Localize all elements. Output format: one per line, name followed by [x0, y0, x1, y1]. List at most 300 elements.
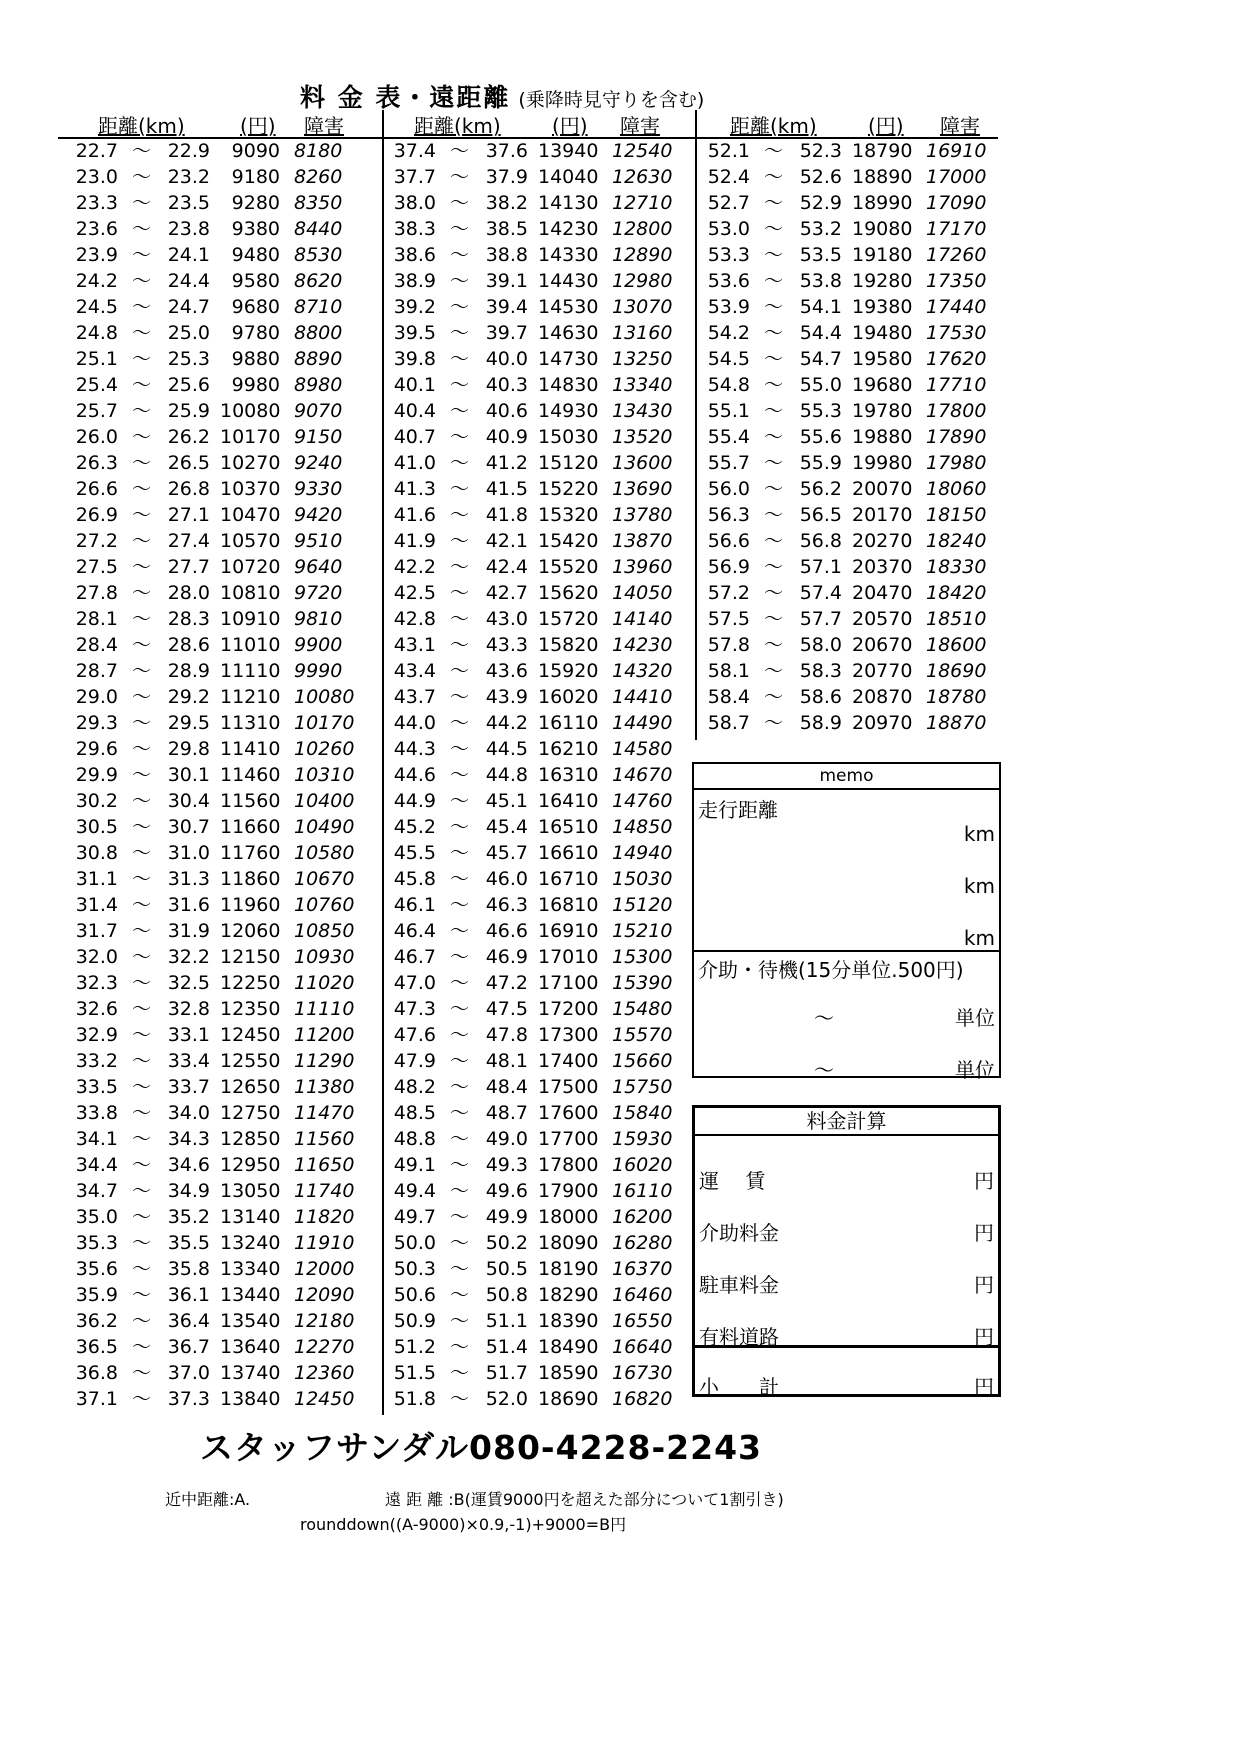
fare-value: 15520 — [538, 556, 599, 578]
tilde: 〜 — [764, 634, 784, 656]
distance-to: 41.2 — [485, 452, 528, 474]
fare-value: 16020 — [538, 686, 599, 708]
fare-row — [378, 528, 678, 554]
tilde: 〜 — [132, 452, 152, 474]
distance-to: 28.3 — [167, 608, 210, 630]
fare-row — [692, 580, 992, 606]
fare-row — [692, 658, 992, 684]
distance-from: 28.4 — [75, 634, 118, 656]
tilde: 〜 — [450, 842, 470, 864]
fare-value: 9180 — [231, 166, 280, 188]
fare-value: 12060 — [220, 920, 281, 942]
disabled-fare-value: 13430 — [612, 400, 673, 422]
fare-row — [378, 242, 678, 268]
fare-row — [60, 762, 360, 788]
distance-to: 29.8 — [167, 738, 210, 760]
fare-row — [378, 1048, 678, 1074]
distance-from: 49.7 — [393, 1206, 436, 1228]
note-near: 近中距離:A. — [165, 1490, 251, 1509]
distance-from: 30.8 — [75, 842, 118, 864]
fare-value: 18000 — [538, 1206, 599, 1228]
disabled-fare-value: 18870 — [926, 712, 987, 734]
disabled-fare-value: 10760 — [294, 894, 355, 916]
fare-value: 15920 — [538, 660, 599, 682]
disabled-fare-value: 14320 — [612, 660, 673, 682]
distance-from: 31.7 — [75, 920, 118, 942]
distance-from: 34.7 — [75, 1180, 118, 1202]
tilde: 〜 — [450, 296, 470, 318]
disabled-fare-value: 16200 — [612, 1206, 673, 1228]
disabled-fare-value: 9900 — [294, 634, 343, 656]
disabled-fare-value: 17260 — [926, 244, 987, 266]
calc-yen-unit: 円 — [974, 1325, 994, 1349]
disabled-fare-value: 12710 — [612, 192, 673, 214]
distance-from: 24.8 — [75, 322, 118, 344]
fare-row — [378, 918, 678, 944]
fare-row — [692, 528, 992, 554]
distance-to: 41.8 — [485, 504, 528, 526]
distance-from: 48.5 — [393, 1102, 436, 1124]
distance-to: 25.0 — [167, 322, 210, 344]
disabled-fare-value: 17440 — [926, 296, 987, 318]
memo-tilde: 〜 — [814, 1058, 834, 1082]
tilde: 〜 — [450, 1310, 470, 1332]
disabled-fare-value: 14140 — [612, 608, 673, 630]
fare-row — [378, 710, 678, 736]
disabled-fare-value: 9510 — [294, 530, 343, 552]
tilde: 〜 — [450, 894, 470, 916]
distance-to: 54.7 — [799, 348, 842, 370]
distance-from: 34.4 — [75, 1154, 118, 1176]
fare-value: 10270 — [220, 452, 281, 474]
tilde: 〜 — [450, 1102, 470, 1124]
distance-from: 31.4 — [75, 894, 118, 916]
distance-to: 56.2 — [799, 478, 842, 500]
distance-from: 57.5 — [707, 608, 750, 630]
distance-from: 53.0 — [707, 218, 750, 240]
distance-from: 58.4 — [707, 686, 750, 708]
tilde: 〜 — [764, 140, 784, 162]
fare-value: 11960 — [220, 894, 281, 916]
disabled-fare-value: 12540 — [612, 140, 673, 162]
distance-to: 48.7 — [485, 1102, 528, 1124]
distance-from: 45.5 — [393, 842, 436, 864]
fare-row — [378, 632, 678, 658]
disabled-fare-value: 12360 — [294, 1362, 355, 1384]
fare-value: 12950 — [220, 1154, 281, 1176]
disabled-fare-value: 14230 — [612, 634, 673, 656]
tilde: 〜 — [450, 1050, 470, 1072]
tilde: 〜 — [132, 634, 152, 656]
tilde: 〜 — [450, 946, 470, 968]
fare-value: 20370 — [852, 556, 913, 578]
distance-to: 52.0 — [485, 1388, 528, 1410]
disabled-fare-value: 10670 — [294, 868, 355, 890]
fare-row — [692, 424, 992, 450]
distance-to: 46.6 — [485, 920, 528, 942]
tilde: 〜 — [132, 270, 152, 292]
fare-value: 9580 — [231, 270, 280, 292]
distance-from: 52.1 — [707, 140, 750, 162]
disabled-fare-value: 16640 — [612, 1336, 673, 1358]
distance-from: 30.2 — [75, 790, 118, 812]
distance-to: 53.2 — [799, 218, 842, 240]
tilde: 〜 — [450, 764, 470, 786]
fare-row — [692, 502, 992, 528]
fare-row — [60, 658, 360, 684]
fare-value: 11460 — [220, 764, 281, 786]
disabled-fare-value: 12450 — [294, 1388, 355, 1410]
tilde: 〜 — [450, 478, 470, 500]
distance-to: 53.5 — [799, 244, 842, 266]
distance-from: 47.3 — [393, 998, 436, 1020]
distance-to: 49.3 — [485, 1154, 528, 1176]
fare-value: 20770 — [852, 660, 913, 682]
tilde: 〜 — [132, 868, 152, 890]
distance-to: 38.8 — [485, 244, 528, 266]
disabled-fare-value: 15660 — [612, 1050, 673, 1072]
fare-row — [378, 1074, 678, 1100]
title-main: 料 金 表・遠距離 — [300, 83, 511, 112]
tilde: 〜 — [450, 530, 470, 552]
distance-from: 52.4 — [707, 166, 750, 188]
disabled-fare-value: 11200 — [294, 1024, 355, 1046]
tilde: 〜 — [764, 582, 784, 604]
tilde: 〜 — [132, 1102, 152, 1124]
disabled-fare-value: 9720 — [294, 582, 343, 604]
tilde: 〜 — [132, 530, 152, 552]
disabled-fare-value: 15300 — [612, 946, 673, 968]
fare-value: 11760 — [220, 842, 281, 864]
tilde: 〜 — [764, 504, 784, 526]
distance-to: 40.9 — [485, 426, 528, 448]
disabled-fare-value: 14670 — [612, 764, 673, 786]
fare-value: 15030 — [538, 426, 599, 448]
distance-to: 46.9 — [485, 946, 528, 968]
fare-value: 12450 — [220, 1024, 281, 1046]
distance-to: 43.9 — [485, 686, 528, 708]
disabled-fare-value: 11290 — [294, 1050, 355, 1072]
disabled-fare-value: 10260 — [294, 738, 355, 760]
fare-value: 10370 — [220, 478, 281, 500]
distance-to: 57.7 — [799, 608, 842, 630]
tilde: 〜 — [132, 894, 152, 916]
fare-row — [692, 372, 992, 398]
distance-to: 40.0 — [485, 348, 528, 370]
distance-from: 35.0 — [75, 1206, 118, 1228]
tilde: 〜 — [450, 868, 470, 890]
distance-from: 29.9 — [75, 764, 118, 786]
disabled-fare-value: 17980 — [926, 452, 987, 474]
fare-row — [378, 1282, 678, 1308]
tilde: 〜 — [450, 1362, 470, 1384]
disabled-fare-value: 14490 — [612, 712, 673, 734]
tilde: 〜 — [132, 972, 152, 994]
tilde: 〜 — [764, 244, 784, 266]
fare-value: 13240 — [220, 1232, 281, 1254]
distance-from: 25.4 — [75, 374, 118, 396]
fare-row — [60, 788, 360, 814]
tilde: 〜 — [132, 920, 152, 942]
distance-from: 51.5 — [393, 1362, 436, 1384]
fare-value: 20570 — [852, 608, 913, 630]
header-fare: (円) — [868, 114, 904, 138]
distance-from: 50.3 — [393, 1258, 436, 1280]
header-disabled: 障害 — [620, 114, 660, 138]
distance-to: 49.9 — [485, 1206, 528, 1228]
distance-from: 32.9 — [75, 1024, 118, 1046]
disabled-fare-value: 13160 — [612, 322, 673, 344]
disabled-fare-value: 17170 — [926, 218, 987, 240]
calc-yen-unit: 円 — [974, 1221, 994, 1245]
fare-row — [378, 320, 678, 346]
disabled-fare-value: 11470 — [294, 1102, 355, 1124]
fare-row — [60, 320, 360, 346]
tilde: 〜 — [132, 556, 152, 578]
distance-to: 43.0 — [485, 608, 528, 630]
disabled-fare-value: 13780 — [612, 504, 673, 526]
distance-to: 24.7 — [167, 296, 210, 318]
distance-from: 57.8 — [707, 634, 750, 656]
distance-from: 55.7 — [707, 452, 750, 474]
disabled-fare-value: 12000 — [294, 1258, 355, 1280]
distance-from: 41.9 — [393, 530, 436, 552]
fare-row — [692, 554, 992, 580]
fare-value: 11310 — [220, 712, 281, 734]
memo-km-unit: km — [963, 926, 995, 950]
fare-value: 19880 — [852, 426, 913, 448]
disabled-fare-value: 13070 — [612, 296, 673, 318]
fare-row — [60, 606, 360, 632]
page-title — [300, 78, 704, 114]
tilde: 〜 — [132, 1388, 152, 1410]
disabled-fare-value: 15120 — [612, 894, 673, 916]
distance-to: 32.2 — [167, 946, 210, 968]
tilde: 〜 — [132, 660, 152, 682]
distance-from: 26.0 — [75, 426, 118, 448]
disabled-fare-value: 14580 — [612, 738, 673, 760]
header-distance: 距離(km) — [730, 114, 817, 138]
distance-to: 39.7 — [485, 322, 528, 344]
distance-to: 45.7 — [485, 842, 528, 864]
fare-value: 20970 — [852, 712, 913, 734]
disabled-fare-value: 8180 — [294, 140, 343, 162]
fare-value: 13740 — [220, 1362, 281, 1384]
disabled-fare-value: 17800 — [926, 400, 987, 422]
fare-value: 10170 — [220, 426, 281, 448]
distance-from: 49.4 — [393, 1180, 436, 1202]
fare-value: 12150 — [220, 946, 281, 968]
fare-row — [378, 294, 678, 320]
distance-to: 55.3 — [799, 400, 842, 422]
tilde: 〜 — [132, 244, 152, 266]
disabled-fare-value: 10310 — [294, 764, 355, 786]
fare-row — [60, 1230, 360, 1256]
header-fare: (円) — [552, 114, 588, 138]
distance-to: 45.4 — [485, 816, 528, 838]
fare-value: 19380 — [852, 296, 913, 318]
distance-to: 41.5 — [485, 478, 528, 500]
fare-value: 12750 — [220, 1102, 281, 1124]
distance-from: 40.7 — [393, 426, 436, 448]
distance-from: 51.2 — [393, 1336, 436, 1358]
fare-value: 14530 — [538, 296, 599, 318]
fare-row — [60, 866, 360, 892]
tilde: 〜 — [450, 322, 470, 344]
distance-from: 23.6 — [75, 218, 118, 240]
tilde: 〜 — [450, 348, 470, 370]
tilde: 〜 — [450, 582, 470, 604]
calc-toll-label: 有料道路 — [699, 1325, 779, 1349]
distance-to: 26.5 — [167, 452, 210, 474]
disabled-fare-value: 9420 — [294, 504, 343, 526]
distance-from: 35.9 — [75, 1284, 118, 1306]
fare-value: 10720 — [220, 556, 281, 578]
fare-value: 9780 — [231, 322, 280, 344]
disabled-fare-value: 9070 — [294, 400, 343, 422]
fare-row — [60, 996, 360, 1022]
fare-row — [60, 528, 360, 554]
memo-km-unit: km — [963, 822, 995, 846]
fare-row — [692, 216, 992, 242]
fare-value: 11010 — [220, 634, 281, 656]
distance-from: 35.3 — [75, 1232, 118, 1254]
calc-parking-label: 駐車料金 — [699, 1273, 779, 1297]
tilde: 〜 — [132, 608, 152, 630]
fare-row — [378, 450, 678, 476]
distance-to: 23.5 — [167, 192, 210, 214]
fare-row — [60, 346, 360, 372]
tilde: 〜 — [132, 1206, 152, 1228]
fare-row — [378, 658, 678, 684]
tilde: 〜 — [450, 1024, 470, 1046]
fare-row — [692, 710, 992, 736]
fare-value: 19180 — [852, 244, 913, 266]
distance-to: 45.1 — [485, 790, 528, 812]
disabled-fare-value: 15570 — [612, 1024, 673, 1046]
fare-row — [378, 138, 678, 164]
disabled-fare-value: 8980 — [294, 374, 343, 396]
fare-value: 18490 — [538, 1336, 599, 1358]
distance-to: 58.3 — [799, 660, 842, 682]
distance-to: 25.9 — [167, 400, 210, 422]
disabled-fare-value: 18690 — [926, 660, 987, 682]
tilde: 〜 — [132, 998, 152, 1020]
fare-row — [378, 814, 678, 840]
disabled-fare-value: 10170 — [294, 712, 355, 734]
distance-from: 35.6 — [75, 1258, 118, 1280]
disabled-fare-value: 9640 — [294, 556, 343, 578]
memo-tani-unit: 単位 — [955, 1006, 995, 1030]
distance-from: 28.7 — [75, 660, 118, 682]
distance-from: 24.2 — [75, 270, 118, 292]
distance-from: 24.5 — [75, 296, 118, 318]
fare-value: 19480 — [852, 322, 913, 344]
disabled-fare-value: 11380 — [294, 1076, 355, 1098]
tilde: 〜 — [132, 582, 152, 604]
tilde: 〜 — [132, 686, 152, 708]
fare-row — [60, 580, 360, 606]
distance-to: 34.0 — [167, 1102, 210, 1124]
fare-value: 13940 — [538, 140, 599, 162]
tilde: 〜 — [764, 478, 784, 500]
tilde: 〜 — [764, 452, 784, 474]
fare-value: 15620 — [538, 582, 599, 604]
distance-to: 34.9 — [167, 1180, 210, 1202]
calc-divider — [695, 1345, 998, 1348]
fare-row — [378, 424, 678, 450]
distance-from: 47.9 — [393, 1050, 436, 1072]
fare-row — [60, 1022, 360, 1048]
distance-from: 41.6 — [393, 504, 436, 526]
fare-value: 10910 — [220, 608, 281, 630]
tilde: 〜 — [450, 426, 470, 448]
distance-from: 23.3 — [75, 192, 118, 214]
tilde: 〜 — [450, 738, 470, 760]
fare-row — [60, 1152, 360, 1178]
fare-row — [692, 606, 992, 632]
distance-from: 41.3 — [393, 478, 436, 500]
fare-row — [378, 1204, 678, 1230]
distance-to: 35.2 — [167, 1206, 210, 1228]
fare-value: 15120 — [538, 452, 599, 474]
fare-value: 20270 — [852, 530, 913, 552]
memo-tilde: 〜 — [814, 1006, 834, 1030]
distance-from: 47.6 — [393, 1024, 436, 1046]
fare-row — [60, 424, 360, 450]
tilde: 〜 — [450, 1336, 470, 1358]
fare-row — [60, 1386, 360, 1412]
fare-row — [378, 1022, 678, 1048]
distance-from: 37.1 — [75, 1388, 118, 1410]
fare-row — [60, 632, 360, 658]
fare-row — [60, 476, 360, 502]
distance-from: 44.6 — [393, 764, 436, 786]
disabled-fare-value: 13600 — [612, 452, 673, 474]
distance-to: 48.4 — [485, 1076, 528, 1098]
fare-row — [378, 346, 678, 372]
distance-from: 54.8 — [707, 374, 750, 396]
fare-value: 18990 — [852, 192, 913, 214]
fare-value: 19780 — [852, 400, 913, 422]
distance-from: 56.3 — [707, 504, 750, 526]
fare-row — [60, 190, 360, 216]
disabled-fare-value: 18240 — [926, 530, 987, 552]
fare-row — [378, 1256, 678, 1282]
disabled-fare-value: 16370 — [612, 1258, 673, 1280]
fare-row — [378, 762, 678, 788]
distance-to: 51.1 — [485, 1310, 528, 1332]
disabled-fare-value: 14850 — [612, 816, 673, 838]
tilde: 〜 — [764, 166, 784, 188]
distance-to: 31.9 — [167, 920, 210, 942]
fare-row — [60, 840, 360, 866]
distance-from: 23.0 — [75, 166, 118, 188]
distance-to: 40.3 — [485, 374, 528, 396]
disabled-fare-value: 15840 — [612, 1102, 673, 1124]
distance-from: 56.9 — [707, 556, 750, 578]
fare-row — [378, 216, 678, 242]
fare-row — [60, 398, 360, 424]
fare-value: 19980 — [852, 452, 913, 474]
fare-row — [60, 138, 360, 164]
fare-row — [60, 1074, 360, 1100]
distance-to: 36.4 — [167, 1310, 210, 1332]
distance-from: 37.7 — [393, 166, 436, 188]
distance-from: 28.1 — [75, 608, 118, 630]
tilde: 〜 — [132, 1050, 152, 1072]
distance-from: 58.1 — [707, 660, 750, 682]
